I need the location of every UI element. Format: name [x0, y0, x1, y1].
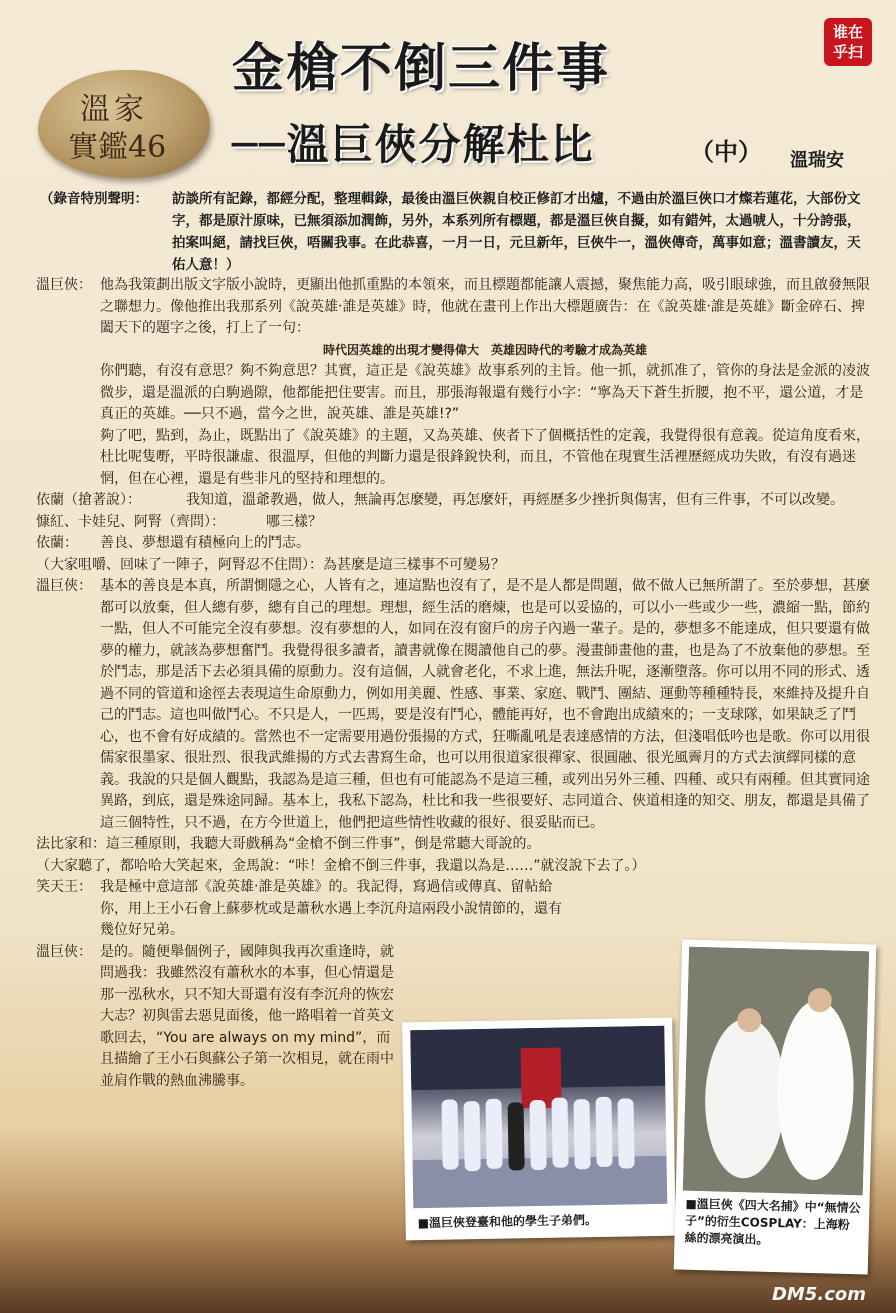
- photo-image: [410, 1026, 667, 1208]
- sub-title: ──溫巨俠分解杜比: [232, 120, 595, 169]
- speaker-label: （大家咀嚼、回味了一陣子，阿腎忍不住問）：: [36, 556, 323, 573]
- photo-image: [683, 947, 869, 1196]
- paragraph-text: 他為我策劃出版文字版小說時，更顯出他抓重點的本領來，而且標題都能讓人震撼，聚焦能力高，吸引眼球強，而且啟發無限之聯想力。像他推出我那系列《說英雄‧誰是英雄》時，他就在畫刊上作出大標題廣告：在《說英雄‧誰是英雄》斷金碎石、捭闔天下的題字之後，打上了一句：: [100, 277, 870, 336]
- photo-caption: ■溫巨俠登臺和他的學生子弟們。: [417, 1213, 598, 1231]
- paragraph-text: 哪三樣？: [266, 513, 322, 530]
- speaker-label: 法比家和：: [36, 836, 106, 852]
- paragraph-text: “咔！金槍不倒三件事，我還以為是……”就沒說下去了。）: [288, 857, 646, 874]
- dialogue-paragraph: [36, 942, 396, 1093]
- paragraph-text: 這三種原則，我聽大哥戲稱為“金槍不倒三件事”，倒是常聽大哥說的。: [106, 836, 541, 852]
- photo-cosplay: [674, 940, 877, 1275]
- ad-quote-line: 時代因英雄的出現才變得偉大 英雄因時代的考驗才成為英雄: [322, 342, 647, 357]
- dialogue-paragraph: [36, 877, 566, 942]
- stamp-line: 乎扫: [832, 43, 863, 61]
- paragraph-text: 我知道，溫爺教過，做人，無論再怎麼變，再怎麼奸，再經歷多少挫折與傷害，但有三件事，不可以改變。: [186, 492, 844, 508]
- paragraph-text: 基本的善良是本真，所謂惻隱之心，人皆有之，連這點也沒有了，是不是人都是問題，做不做人已無所謂了。至於夢想，甚麼都可以放棄，但人總有夢，總有自己的理想。理想，經生活的磨煉，也是可以妥協的，可以小一些或少一些，濃縮一點，節約一點，但人不可能完全沒有夢想。沒有夢想的人，如同在沒有窗戶的房子內過一輩子。是的，夢想多不能達成，但只要還有做夢的權力，就該為夢想奮鬥。我覺得很多讀者，讀書就像在閱讀他自己的夢。漫畫師畫他的畫，也是為了不放棄他的夢想。至於鬥志，那是活下去必須具備的原動力。沒有這個，人就會老化，不求上進，無法升呢，逐漸墮落。你可以用不同的形式、透過不同的管道和途徑去表現這生命原動力，例如用美麗、性感、事業、家庭、戰鬥、團結、運動等種種特長，來維持及提升自己的鬥志。這也叫做鬥心。不只是人，一匹馬，要是沒有鬥心，體能再好，也不會跑出成績來的；一支球隊，如果缺乏了鬥心，也不會有好成績的。當然也不一定需要用過份張揚的方式，狂嘶亂吼是表達感情的方法，但淺唱低吟也是歌。你可以用很儒家很墨家、很壯烈、很我武維揚的方式去書寫生命，也可以用很道家很禪家、很圓融、很光風霽月的方式去演繹同樣的意義。我說的只是個人觀點，我認為是這三種，但也有可能認為不是這三種，或列出另外三種、四種、或只有兩種。但其實同途異路，到底，還是殊途同歸。基本上，我私下認為，杜比和我一些很要好、志同道合、俠道相逢的知交、朋友，都還是具備了這三個特性，只不過，在方今世道上，他們把這些情性收藏的很好、很妥貼而已。: [100, 578, 870, 831]
- speaker-label: 笑天王：: [36, 879, 92, 895]
- group-photo-illustration: [410, 1026, 667, 1208]
- column-issue: 實鑑46: [68, 130, 167, 165]
- corner-stamp: [824, 18, 872, 66]
- paragraph-text: 是的。隨便舉個例子，國陣與我再次重逢時，就問過我：我雖然沒有蕭秋水的本事，但心情還是那一泓秋水，只不知大哥還有沒有李沉舟的恢宏大志？初與雷去惡見面後，他一路唱着一首英文歌回去，“You are always on my mind”，而且描繪了王小石與蘇公子第一次相見，就在雨中並肩作戰的熱血沸騰事。: [100, 943, 394, 1089]
- paragraph-text: 夠了吧，點到，為止，既點出了《說英雄》的主題，又為英雄、俠者下了個概括性的定義，我覺得很有意義。從這角度看來，杜比呢隻嘢，平時很謙虛、很溫厚，但他的判斷力還是很鋒銳快利，而且，不管他在現實生活裡歷經成功失敗，有沒有過迷惘，但在心裡，還是有些非凡的堅持和理想的。: [100, 427, 870, 487]
- notice-label: （錄音特別聲明：: [40, 191, 148, 207]
- speaker-label: （大家聽了，都哈哈大笑起來，金馬說：: [36, 857, 288, 874]
- speaker-label: 溫巨俠：: [36, 943, 92, 960]
- photo-caption: ■溫巨俠《四大名捕》中“無情公子”的衍生COSPLAY：上海粉絲的漂亮演出。: [684, 1196, 861, 1247]
- speaker-label: 依蘭：: [36, 535, 78, 551]
- speaker-label: 溫巨俠：: [36, 578, 92, 594]
- photo-stage-students: [402, 1018, 676, 1241]
- speaker-label: 依蘭（搶著說）：: [36, 492, 141, 508]
- stamp-line: 谁在: [832, 23, 863, 41]
- paragraph-text: 你們聽，有沒有意思？夠不夠意思？其實，這正是《說英雄》故事系列的主旨。他一抓，就抓准了，管你的身法是金派的凌波微步，還是溫派的白駒過隙，他都能把住要害。而且，那張海報還有幾行小字：“寧為天下蒼生折腰，抱不平，還公道，才是真正的英雄。──只不過，當今之世，說英雄、誰是英雄!?”: [100, 363, 870, 422]
- column-stone-logo: [38, 70, 210, 178]
- cosplay-photo-illustration: [683, 947, 869, 1196]
- dialogue-paragraph: [36, 856, 870, 878]
- dialogue-paragraph: [36, 834, 870, 856]
- dialogue-paragraph: [36, 555, 870, 577]
- main-title: 金槍不倒三件事: [232, 39, 611, 99]
- speaker-label: 溫巨俠：: [36, 277, 92, 293]
- dialogue-paragraph: [36, 533, 870, 555]
- dialogue-paragraph: [36, 361, 870, 426]
- paragraph-text: 我是極中意這部《說英雄‧誰是英雄》的。我記得，寫過信或傳真、留帖給你，用上王小石會上蘇夢枕或是蕭秋水遇上李沉舟這兩段小說情節的，還有幾位好兄弟。: [100, 879, 562, 938]
- dialogue-paragraph: [36, 426, 870, 491]
- dialogue-paragraph: [36, 490, 870, 512]
- speaker-label: 慷紅、卡娃兒、阿腎（齊問）：: [36, 513, 225, 530]
- dialogue-paragraph: [36, 275, 870, 340]
- paragraph-text: 為甚麼是這三樣事不可變易？: [323, 556, 505, 573]
- paragraph-text: 善良、夢想還有積極向上的鬥志。: [100, 535, 310, 551]
- author-name: 溫瑞安: [790, 150, 844, 171]
- photo-people: [441, 1096, 634, 1171]
- notice-text: 訪談所有記錄，都經分配，整理輯錄，最後由溫巨俠親自校正修訂才出爐，不過由於溫巨俠口才燦若蓮花，大部份文字，都是原汁原味，已無須添加潤飾，另外，本系列所有標題，都是溫巨俠自擬，如有錯舛，太過唬人，十分誇張，拍案叫絕，請找巨俠，唔關我事。在此恭喜，一月一日，元旦新年，巨俠牛一，溫俠傳奇，萬事如意；溫書讀友，天佑人意！）: [172, 191, 861, 273]
- dialogue-paragraph: [36, 576, 870, 834]
- part-label: （中）: [690, 138, 762, 166]
- recording-notice: [40, 188, 870, 276]
- watermark: DM5.com: [771, 1284, 866, 1305]
- column-name: 溫家: [80, 92, 148, 127]
- dialogue-paragraph: [36, 512, 870, 534]
